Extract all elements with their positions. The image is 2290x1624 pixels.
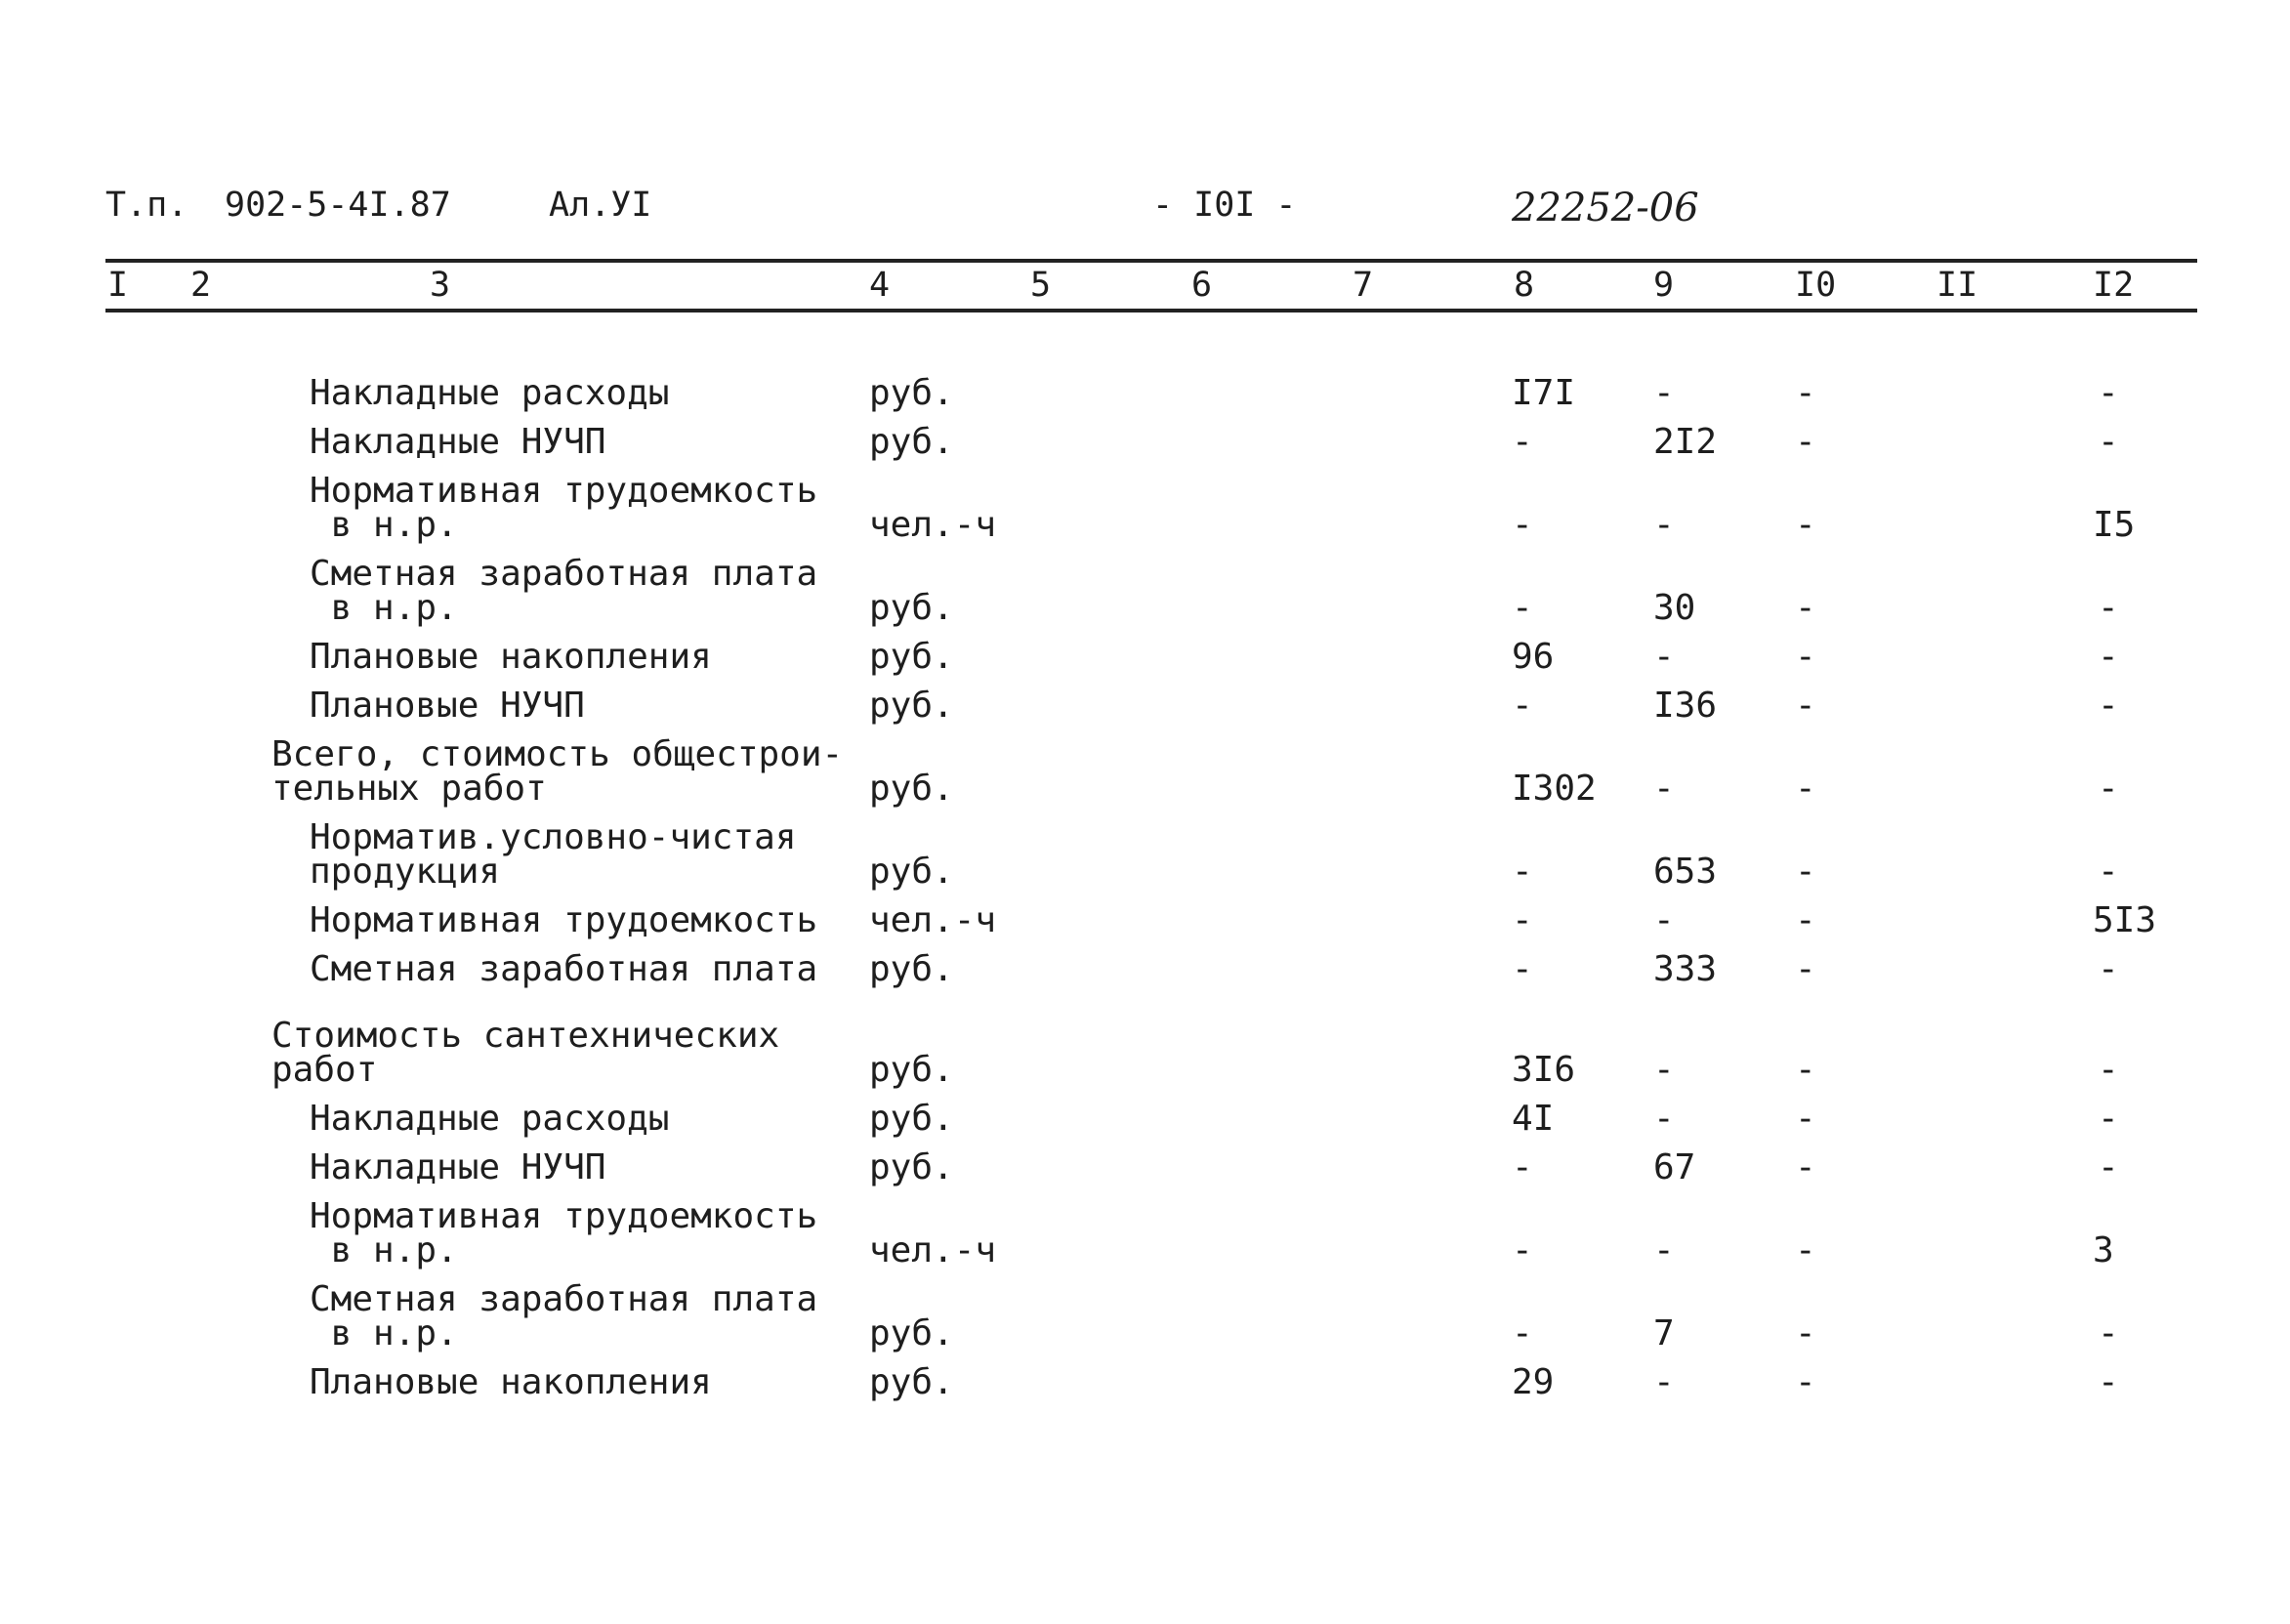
column-header-rule: [105, 309, 2197, 312]
cell-col10: -: [1795, 373, 1816, 413]
cell-col12: -: [2098, 686, 2119, 726]
row-unit: чел.-ч: [869, 1230, 997, 1270]
row-unit: руб.: [869, 637, 954, 677]
cell-col9: -: [1653, 769, 1675, 809]
cell-col9: -: [1653, 505, 1675, 545]
cell-col9: -: [1653, 1230, 1675, 1270]
row-label: Сметная заработная плата в н.р.: [310, 1279, 818, 1353]
cell-col12: -: [2098, 1362, 2119, 1402]
cell-col9: 653: [1653, 852, 1718, 892]
column-number: 5: [1030, 266, 1052, 305]
cell-col12: -: [2098, 1313, 2119, 1353]
cell-col9: 333: [1653, 949, 1718, 989]
cell-col10: -: [1795, 949, 1816, 989]
row-unit: руб.: [869, 769, 954, 809]
cell-col10: -: [1795, 1147, 1816, 1187]
row-label: Стоимость сантехнических работ: [271, 1016, 780, 1090]
cell-col9: 67: [1653, 1147, 1696, 1187]
row-label: Сметная заработная плата в н.р.: [310, 554, 818, 628]
cell-col12: I5: [2093, 505, 2136, 545]
top-rule: [105, 259, 2197, 263]
cell-col8: -: [1512, 1313, 1533, 1353]
column-number: I2: [2093, 266, 2135, 305]
cell-col10: -: [1795, 1230, 1816, 1270]
row-unit: руб.: [869, 1313, 954, 1353]
column-number: 3: [430, 266, 451, 305]
row-unit: чел.-ч: [869, 900, 997, 940]
row-unit: руб.: [869, 686, 954, 726]
cell-col8: -: [1512, 1147, 1533, 1187]
cell-col10: -: [1795, 1099, 1816, 1139]
cell-col8: -: [1512, 588, 1533, 628]
cell-col10: -: [1795, 900, 1816, 940]
row-label: Накладные НУЧП: [310, 422, 606, 462]
cell-col10: -: [1795, 686, 1816, 726]
row-unit: руб.: [869, 1362, 954, 1402]
cell-col12: -: [2098, 949, 2119, 989]
row-label: Плановые накопления: [310, 637, 712, 677]
column-number: I: [107, 266, 129, 305]
cell-col9: -: [1653, 373, 1675, 413]
cell-col8: -: [1512, 852, 1533, 892]
column-number: 4: [869, 266, 891, 305]
row-label: Накладные расходы: [310, 373, 670, 413]
cell-col8: -: [1512, 1230, 1533, 1270]
row-label: Плановые НУЧП: [310, 686, 585, 726]
album-number: Ал.УI: [549, 186, 652, 225]
handwritten-code: 22252-06: [1512, 186, 1699, 230]
page-number: - I0I -: [1152, 186, 1297, 225]
cell-col8: -: [1512, 686, 1533, 726]
column-number: I0: [1795, 266, 1837, 305]
column-number: 6: [1191, 266, 1213, 305]
column-number: 8: [1514, 266, 1535, 305]
row-label: Нормативная трудоемкость: [310, 900, 818, 940]
cell-col9: 30: [1653, 588, 1696, 628]
cell-col8: I302: [1512, 769, 1597, 809]
cell-col12: 3: [2093, 1230, 2114, 1270]
cell-col8: -: [1512, 949, 1533, 989]
cell-col9: 2I2: [1653, 422, 1718, 462]
cell-col12: -: [2098, 637, 2119, 677]
row-unit: руб.: [869, 373, 954, 413]
row-unit: руб.: [869, 852, 954, 892]
row-label: Накладные НУЧП: [310, 1147, 606, 1187]
cell-col10: -: [1795, 852, 1816, 892]
row-unit: руб.: [869, 1050, 954, 1090]
cell-col8: 4I: [1512, 1099, 1555, 1139]
doc-type: Т.п.: [105, 186, 188, 225]
row-label: Нормативная трудоемкость в н.р.: [310, 1196, 818, 1270]
cell-col8: 96: [1512, 637, 1555, 677]
column-number: II: [1936, 266, 1978, 305]
project-number: 902-5-4I.87: [225, 186, 451, 225]
cell-col10: -: [1795, 422, 1816, 462]
cell-col9: -: [1653, 1050, 1675, 1090]
cell-col12: -: [2098, 852, 2119, 892]
cell-col12: -: [2098, 1099, 2119, 1139]
cell-col9: -: [1653, 637, 1675, 677]
cell-col9: I36: [1653, 686, 1718, 726]
cell-col9: -: [1653, 900, 1675, 940]
cell-col12: -: [2098, 1050, 2119, 1090]
row-unit: руб.: [869, 588, 954, 628]
cell-col12: -: [2098, 588, 2119, 628]
cell-col8: 29: [1512, 1362, 1555, 1402]
column-number: 2: [190, 266, 212, 305]
cell-col12: -: [2098, 769, 2119, 809]
cell-col8: 3I6: [1512, 1050, 1576, 1090]
cell-col8: I7I: [1512, 373, 1576, 413]
cell-col9: -: [1653, 1362, 1675, 1402]
cell-col9: -: [1653, 1099, 1675, 1139]
row-unit: руб.: [869, 422, 954, 462]
cell-col10: -: [1795, 1050, 1816, 1090]
cell-col9: 7: [1653, 1313, 1675, 1353]
cell-col10: -: [1795, 588, 1816, 628]
cell-col10: -: [1795, 769, 1816, 809]
row-label: Сметная заработная плата: [310, 949, 818, 989]
cell-col12: -: [2098, 422, 2119, 462]
row-label: Нормативная трудоемкость в н.р.: [310, 471, 818, 545]
cell-col12: -: [2098, 373, 2119, 413]
column-number: 7: [1353, 266, 1374, 305]
cell-col10: -: [1795, 1362, 1816, 1402]
row-unit: чел.-ч: [869, 505, 997, 545]
cell-col12: 5I3: [2093, 900, 2157, 940]
row-label: Накладные расходы: [310, 1099, 670, 1139]
row-label: Всего, стоимость общестрои- тельных работ: [271, 734, 844, 809]
row-unit: руб.: [869, 1147, 954, 1187]
row-unit: руб.: [869, 1099, 954, 1139]
row-label: Норматив.условно-чистая продукция: [310, 817, 797, 892]
cell-col8: -: [1512, 900, 1533, 940]
row-unit: руб.: [869, 949, 954, 989]
cell-col8: -: [1512, 422, 1533, 462]
cell-col12: -: [2098, 1147, 2119, 1187]
cell-col10: -: [1795, 1313, 1816, 1353]
row-label: Плановые накопления: [310, 1362, 712, 1402]
cell-col10: -: [1795, 505, 1816, 545]
cell-col8: -: [1512, 505, 1533, 545]
column-number: 9: [1653, 266, 1675, 305]
cell-col10: -: [1795, 637, 1816, 677]
